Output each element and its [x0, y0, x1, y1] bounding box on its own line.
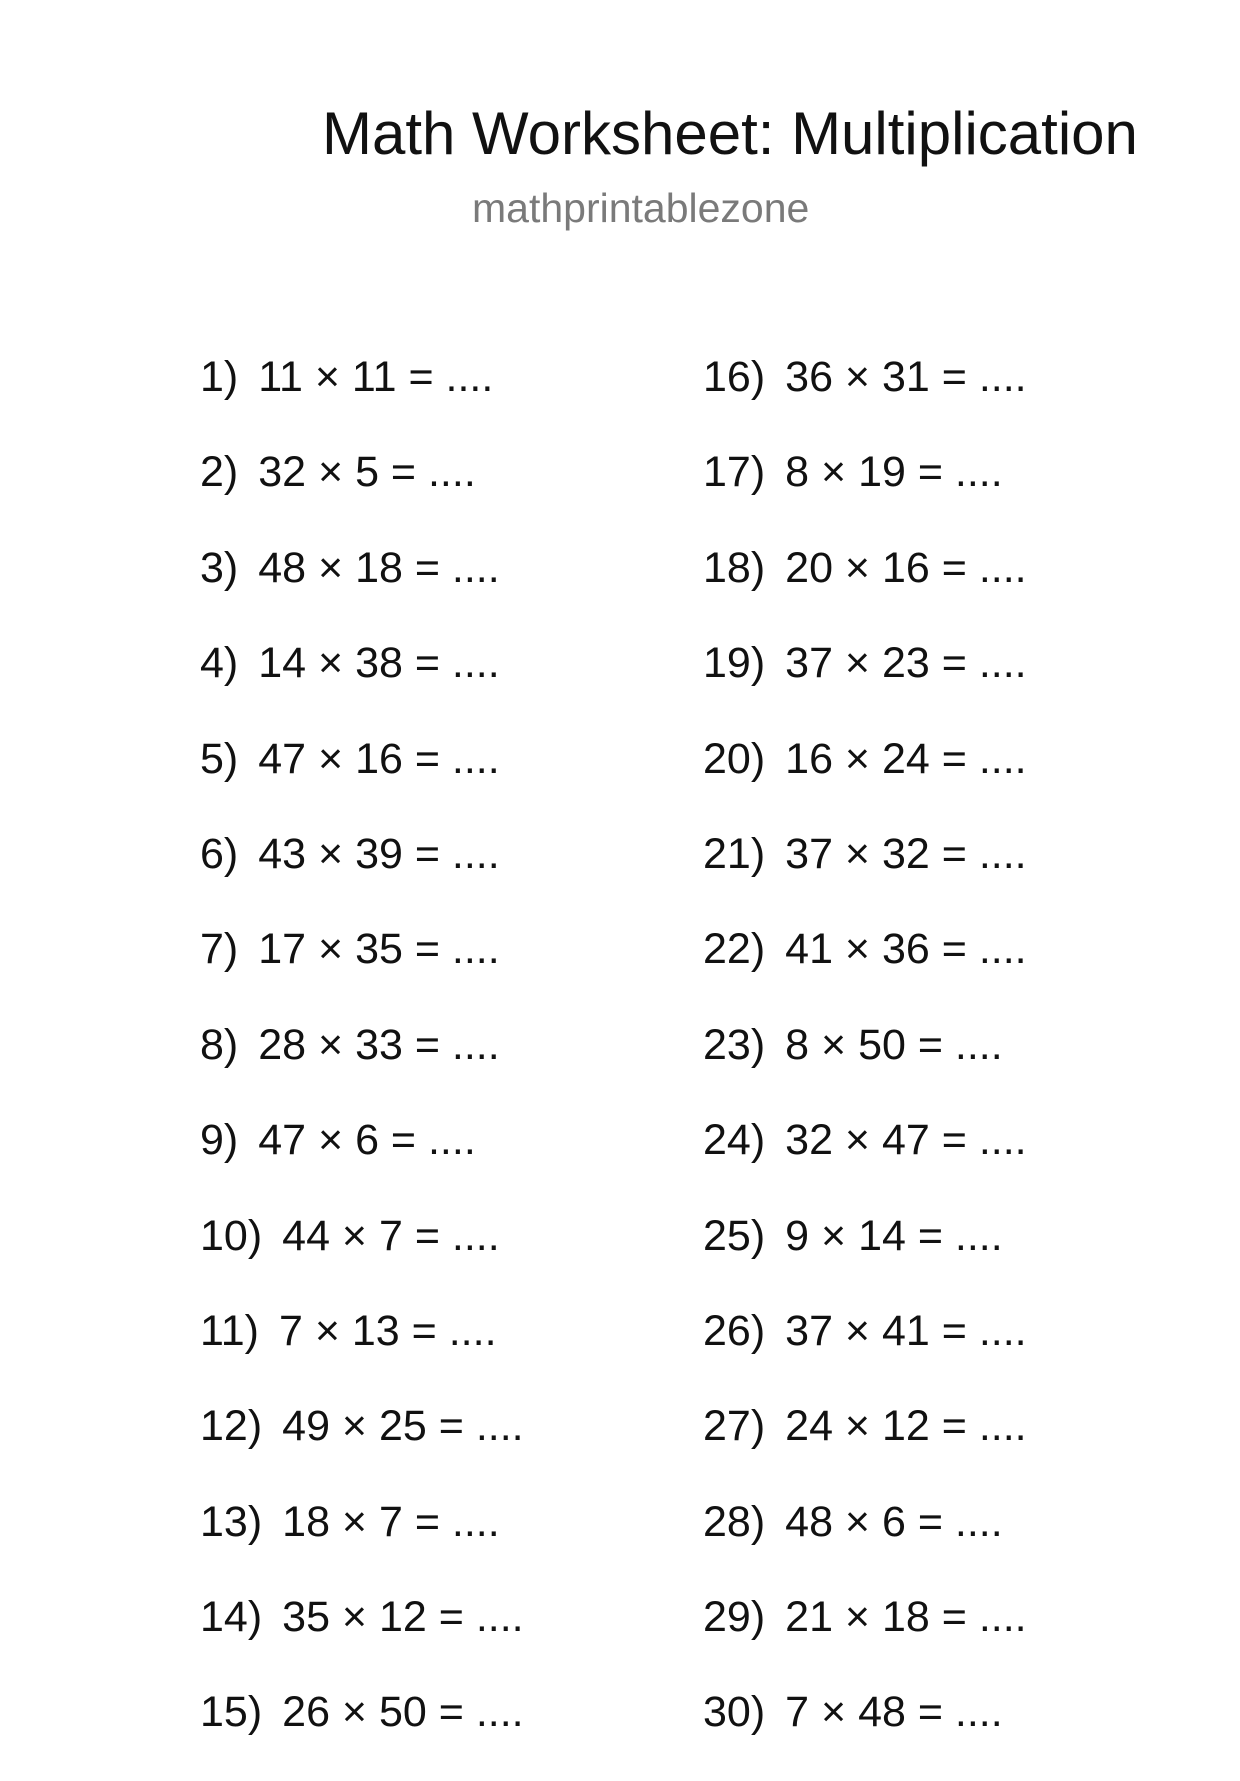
problem-expression: 43 × 39 = ....	[258, 829, 500, 878]
problem-item	[703, 1590, 1183, 1685]
problem-expression: 7 × 13 = ....	[278, 1306, 497, 1355]
problem-item	[703, 541, 1183, 636]
problem-number: 22)	[703, 925, 766, 974]
problem-expression: 18 × 7 = ....	[282, 1497, 500, 1546]
problem-expression: 26 × 50 = ....	[282, 1688, 524, 1737]
problem-expression: 24 × 12 = ....	[785, 1402, 1027, 1451]
problem-item	[703, 1685, 1183, 1780]
problem-number: 12)	[200, 1402, 263, 1451]
problem-item	[200, 350, 680, 445]
problem-item	[703, 1495, 1183, 1590]
problem-item	[200, 1113, 680, 1208]
problem-expression: 44 × 7 = ....	[282, 1211, 500, 1260]
problem-item	[703, 1399, 1183, 1494]
problem-expression: 9 × 14 = ....	[785, 1211, 1003, 1260]
problem-item	[703, 922, 1183, 1017]
problem-expression: 37 × 41 = ....	[785, 1306, 1027, 1355]
problem-expression: 32 × 47 = ....	[785, 1116, 1027, 1165]
problem-expression: 37 × 23 = ....	[785, 639, 1027, 688]
problem-item	[200, 1018, 680, 1113]
problem-item	[703, 1113, 1183, 1208]
problem-expression: 16 × 24 = ....	[785, 734, 1027, 783]
problem-expression: 37 × 32 = ....	[785, 829, 1027, 878]
problem-number: 30)	[703, 1688, 766, 1737]
problem-item	[200, 732, 680, 827]
problem-number: 3)	[200, 543, 239, 592]
problem-item	[200, 827, 680, 922]
problem-number: 28)	[703, 1497, 766, 1546]
problem-item	[703, 445, 1183, 540]
problem-number: 6)	[200, 829, 239, 878]
problem-number: 13)	[200, 1497, 263, 1546]
problem-number: 15)	[200, 1688, 263, 1737]
problem-column-right	[703, 350, 1183, 1781]
problem-item	[703, 1304, 1183, 1399]
problem-expression: 32 × 5 = ....	[258, 448, 476, 497]
problem-expression: 28 × 33 = ....	[258, 1020, 500, 1069]
problem-expression: 8 × 19 = ....	[785, 448, 1003, 497]
problem-item	[200, 1399, 680, 1494]
problem-item	[703, 1209, 1183, 1304]
problem-number: 5)	[200, 734, 239, 783]
worksheet-subtitle: mathprintablezone	[472, 185, 810, 231]
problem-item	[200, 1685, 680, 1780]
problem-number: 11)	[200, 1306, 259, 1355]
problem-number: 17)	[703, 448, 766, 497]
problem-item	[200, 1590, 680, 1685]
problem-item	[200, 922, 680, 1017]
problem-expression: 49 × 25 = ....	[282, 1402, 524, 1451]
problem-expression: 36 × 31 = ....	[785, 353, 1027, 401]
worksheet-title: Math Worksheet: Multiplication	[322, 100, 1138, 167]
problem-number: 16)	[703, 353, 766, 401]
problem-expression: 41 × 36 = ....	[785, 925, 1027, 974]
problem-item	[703, 732, 1183, 827]
problem-expression: 8 × 50 = ....	[785, 1020, 1003, 1069]
problem-number: 10)	[200, 1211, 263, 1260]
problem-item	[200, 1209, 680, 1304]
problem-number: 23)	[703, 1020, 766, 1069]
problem-number: 29)	[703, 1593, 766, 1642]
problem-expression: 47 × 16 = ....	[258, 734, 500, 783]
problem-number: 26)	[703, 1306, 766, 1355]
problem-number: 14)	[200, 1593, 263, 1642]
problem-expression: 48 × 18 = ....	[258, 543, 500, 592]
problem-number: 7)	[200, 925, 239, 974]
problem-number: 2)	[200, 448, 239, 497]
problem-number: 24)	[703, 1116, 766, 1165]
problem-expression: 48 × 6 = ....	[785, 1497, 1003, 1546]
problem-expression: 20 × 16 = ....	[785, 543, 1027, 592]
problem-expression: 14 × 38 = ....	[258, 639, 500, 688]
problem-expression: 21 × 18 = ....	[785, 1593, 1027, 1642]
problem-expression: 17 × 35 = ....	[258, 925, 500, 974]
problem-number: 18)	[703, 543, 766, 592]
problem-item	[200, 541, 680, 636]
problem-number: 19)	[703, 639, 766, 688]
problem-number: 8)	[200, 1020, 239, 1069]
problem-expression: 35 × 12 = ....	[282, 1593, 524, 1642]
problem-number: 21)	[703, 829, 766, 878]
problem-item	[703, 827, 1183, 922]
problem-item	[200, 636, 680, 731]
problem-item	[703, 350, 1183, 445]
problem-number: 27)	[703, 1402, 766, 1451]
problem-item	[200, 445, 680, 540]
problem-item	[703, 1018, 1183, 1113]
problem-column-left	[200, 350, 680, 1781]
problem-number: 4)	[200, 639, 239, 688]
problem-item	[703, 636, 1183, 731]
problem-number: 9)	[200, 1116, 239, 1165]
problem-expression: 47 × 6 = ....	[258, 1116, 476, 1165]
problem-expression: 7 × 48 = ....	[785, 1688, 1003, 1737]
problem-item	[200, 1304, 680, 1399]
problem-number: 1)	[200, 353, 239, 401]
problem-item	[200, 1495, 680, 1590]
problem-number: 20)	[703, 734, 766, 783]
problem-expression: 11 × 11 = ....	[258, 353, 494, 401]
problem-number: 25)	[703, 1211, 766, 1260]
